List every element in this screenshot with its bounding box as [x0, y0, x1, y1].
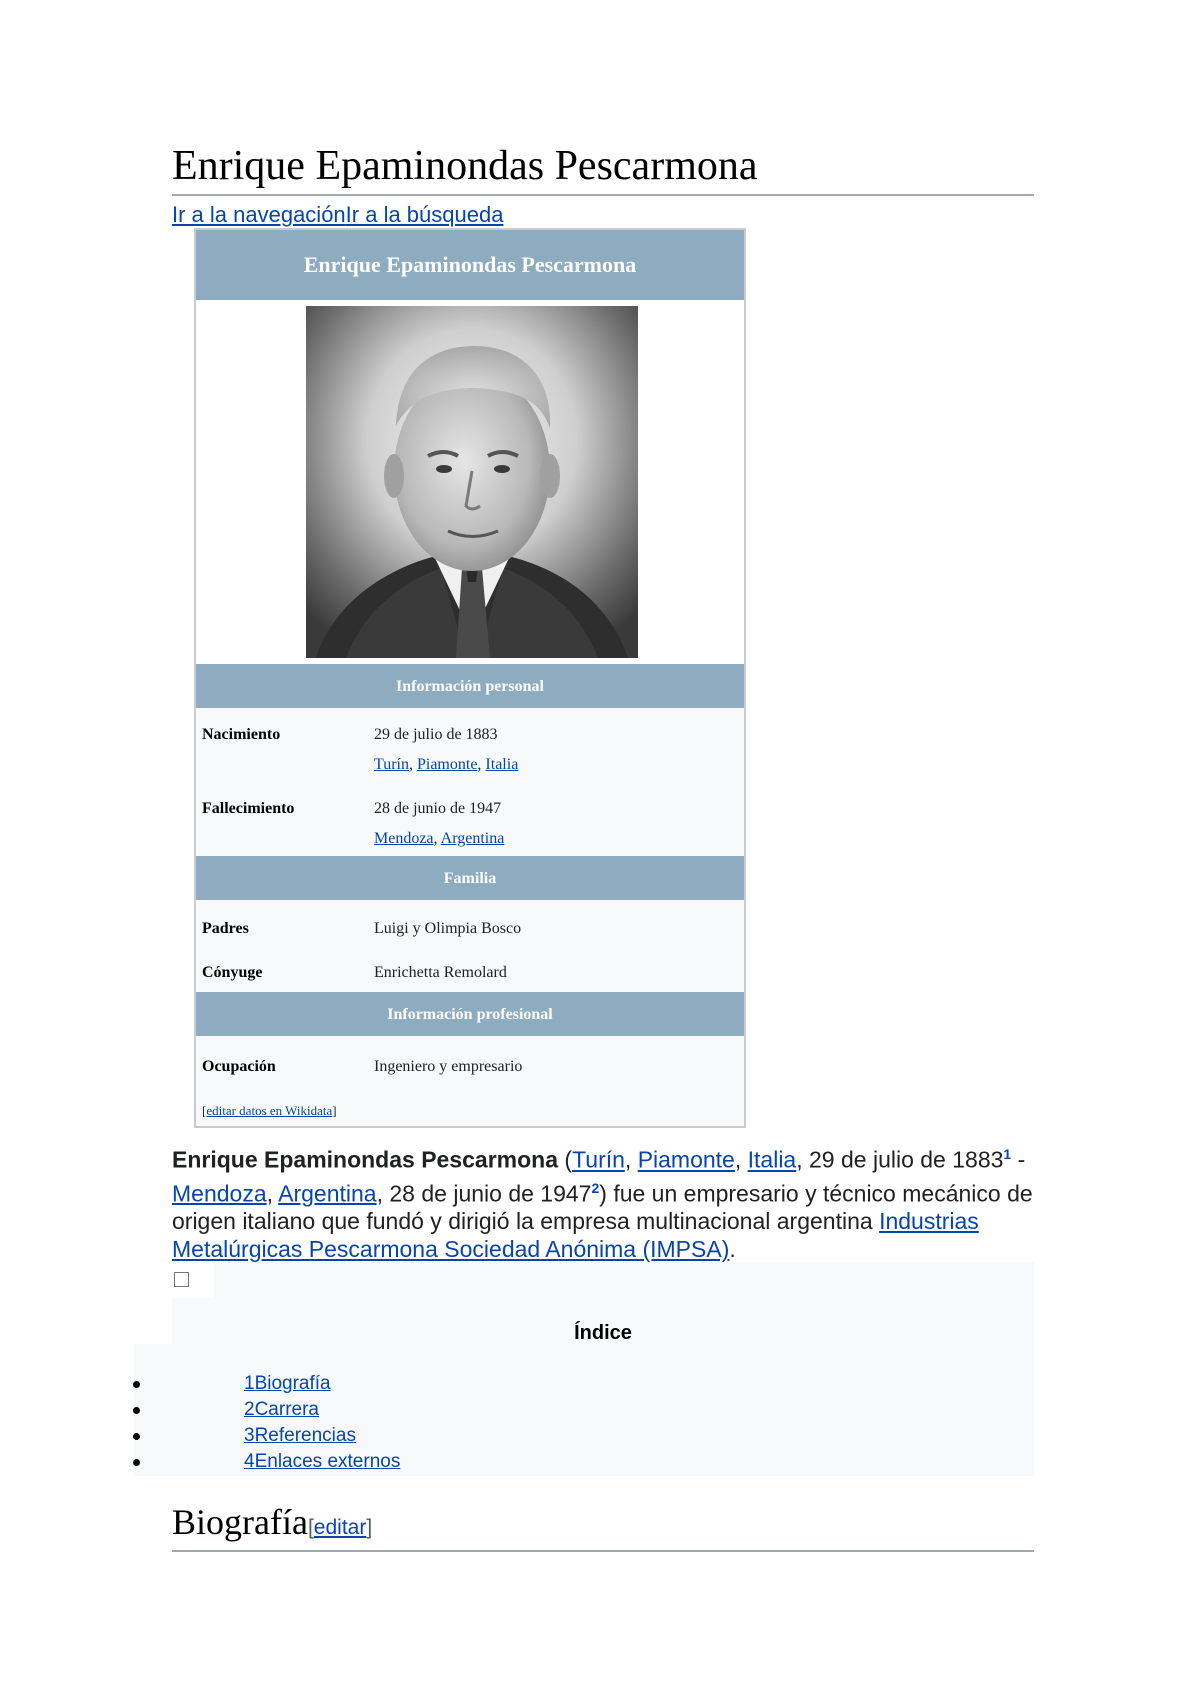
section-heading-biografia — [172, 1500, 1034, 1552]
intro-date2: , 28 de junio de 1947 — [376, 1180, 592, 1207]
intro-country2-link[interactable]: Argentina — [278, 1180, 377, 1207]
parents-label: Padres — [202, 920, 249, 937]
infobox-footer — [202, 1103, 337, 1119]
occupation-label: Ocupación — [202, 1058, 276, 1075]
portrait-photo[interactable] — [306, 306, 638, 658]
bullet-icon — [133, 1433, 140, 1440]
footer-bracket-open: [ — [202, 1103, 207, 1118]
occupation-value: Ingeniero y empresario — [374, 1058, 523, 1075]
page-title: Enrique Epaminondas Pescarmona — [172, 140, 1034, 196]
intro-city1-link[interactable]: Turín — [572, 1146, 625, 1173]
toc-link-enlaces-externos[interactable] — [244, 1450, 400, 1474]
toc-number: 2 — [244, 1399, 255, 1420]
toc-label: Biografía — [254, 1373, 331, 1394]
toc-link-biografia[interactable] — [244, 1372, 331, 1396]
spouse-value: Enrichetta Remolard — [374, 964, 507, 981]
death-country-link[interactable]: Argentina — [440, 830, 505, 847]
impsa-link[interactable]: Industrias Metalúrgicas Pescarmona Sociedad Anónima (IMPSA) — [172, 1208, 979, 1263]
birth-date: 29 de julio de 1883 — [374, 726, 498, 743]
intro-paren-open: ( — [558, 1146, 573, 1173]
section-edit — [308, 1516, 372, 1539]
spouse-label: Cónyuge — [202, 964, 263, 981]
death-city-link[interactable]: Mendoza — [374, 830, 434, 847]
infobox-row-occupation — [196, 1036, 744, 1096]
birth-place: Turín, Piamonte, Italia — [374, 756, 519, 773]
jump-to-navigation-link[interactable]: Ir a la navegación — [172, 202, 346, 227]
infobox — [194, 228, 746, 1128]
birth-region-link[interactable]: Piamonte — [416, 756, 478, 773]
edit-wikidata-link[interactable]: editar datos en Wikidata — [206, 1103, 333, 1118]
toc-link-referencias[interactable] — [244, 1424, 356, 1448]
toc-link-carrera[interactable] — [244, 1398, 319, 1422]
personal-info-header: Información personal — [196, 664, 744, 708]
bullet-icon — [133, 1459, 140, 1466]
intro-description: ) fue un empresario y técnico mecánico de origen italiano que fundó y dirigió la empresa multinacional argentina — [172, 1180, 1033, 1235]
jump-links — [172, 202, 503, 228]
toc-label: Carrera — [254, 1399, 319, 1420]
parents-value: Luigi y Olimpia Bosco — [374, 920, 522, 937]
intro-country1-link[interactable]: Italia — [747, 1146, 797, 1173]
intro-city2-link[interactable]: Mendoza — [172, 1180, 267, 1207]
death-value — [374, 794, 504, 854]
toc-label: Referencias — [254, 1425, 356, 1446]
birth-value — [374, 720, 518, 780]
bullet-icon — [133, 1381, 140, 1388]
jump-to-search-link[interactable]: Ir a la búsqueda — [345, 202, 504, 227]
intro-region1-link[interactable]: Piamonte — [637, 1146, 735, 1173]
bullet-icon — [133, 1407, 140, 1414]
infobox-row-birth-death — [196, 708, 744, 856]
intro-name: Enrique Epaminondas Pescarmona — [172, 1146, 559, 1173]
intro-period: . — [729, 1236, 736, 1263]
edit-bracket-close: ] — [366, 1516, 373, 1539]
toc-number: 1 — [244, 1373, 255, 1394]
infobox-title: Enrique Epaminondas Pescarmona — [196, 230, 744, 300]
reference-1-link[interactable]: 1 — [1003, 1146, 1012, 1162]
section-edit-link[interactable]: editar — [313, 1516, 367, 1539]
toc-number: 4 — [244, 1451, 255, 1472]
birth-country-link[interactable]: Italia — [485, 756, 519, 773]
intro-date1: , 29 de julio de 1883 — [796, 1146, 1004, 1173]
toc-toggle-checkbox[interactable] — [174, 1272, 189, 1287]
edit-bracket-open: [ — [307, 1516, 314, 1539]
infobox-row-family — [196, 900, 744, 992]
professional-info-header: Información profesional — [196, 992, 744, 1036]
intro-paragraph: Enrique Epaminondas Pescarmona (Turín, Piamonte, Italia, 29 de julio de 1883$^1$ - Mendoza, Argentina, 28 de junio de 1947$^2$) fue un empresario y técnico mecánico de origen italiano que fundó y dirigió la empresa multinacional argentina Industrias Metalúrgicas Pescarmona Sociedad Anónima (IMPSA). — [172, 1146, 1033, 1263]
toc-number: 3 — [244, 1425, 255, 1446]
footer-bracket-close: ] — [332, 1103, 337, 1118]
death-date: 28 de junio de 1947 — [374, 800, 502, 817]
reference-2-link[interactable]: 2 — [591, 1179, 600, 1196]
intro-dash: - — [1011, 1146, 1026, 1173]
birth-city-link[interactable]: Turín — [374, 756, 409, 773]
death-place: Mendoza, Argentina — [374, 830, 505, 847]
section-heading-text: Biografía — [172, 1502, 308, 1542]
toc-label: Enlaces externos — [254, 1451, 401, 1472]
birth-label: Nacimiento — [202, 726, 281, 743]
death-label: Fallecimiento — [202, 800, 295, 817]
family-header: Familia — [196, 856, 744, 900]
infobox-photo-cell — [196, 300, 744, 664]
toc-title: Índice — [574, 1322, 632, 1344]
